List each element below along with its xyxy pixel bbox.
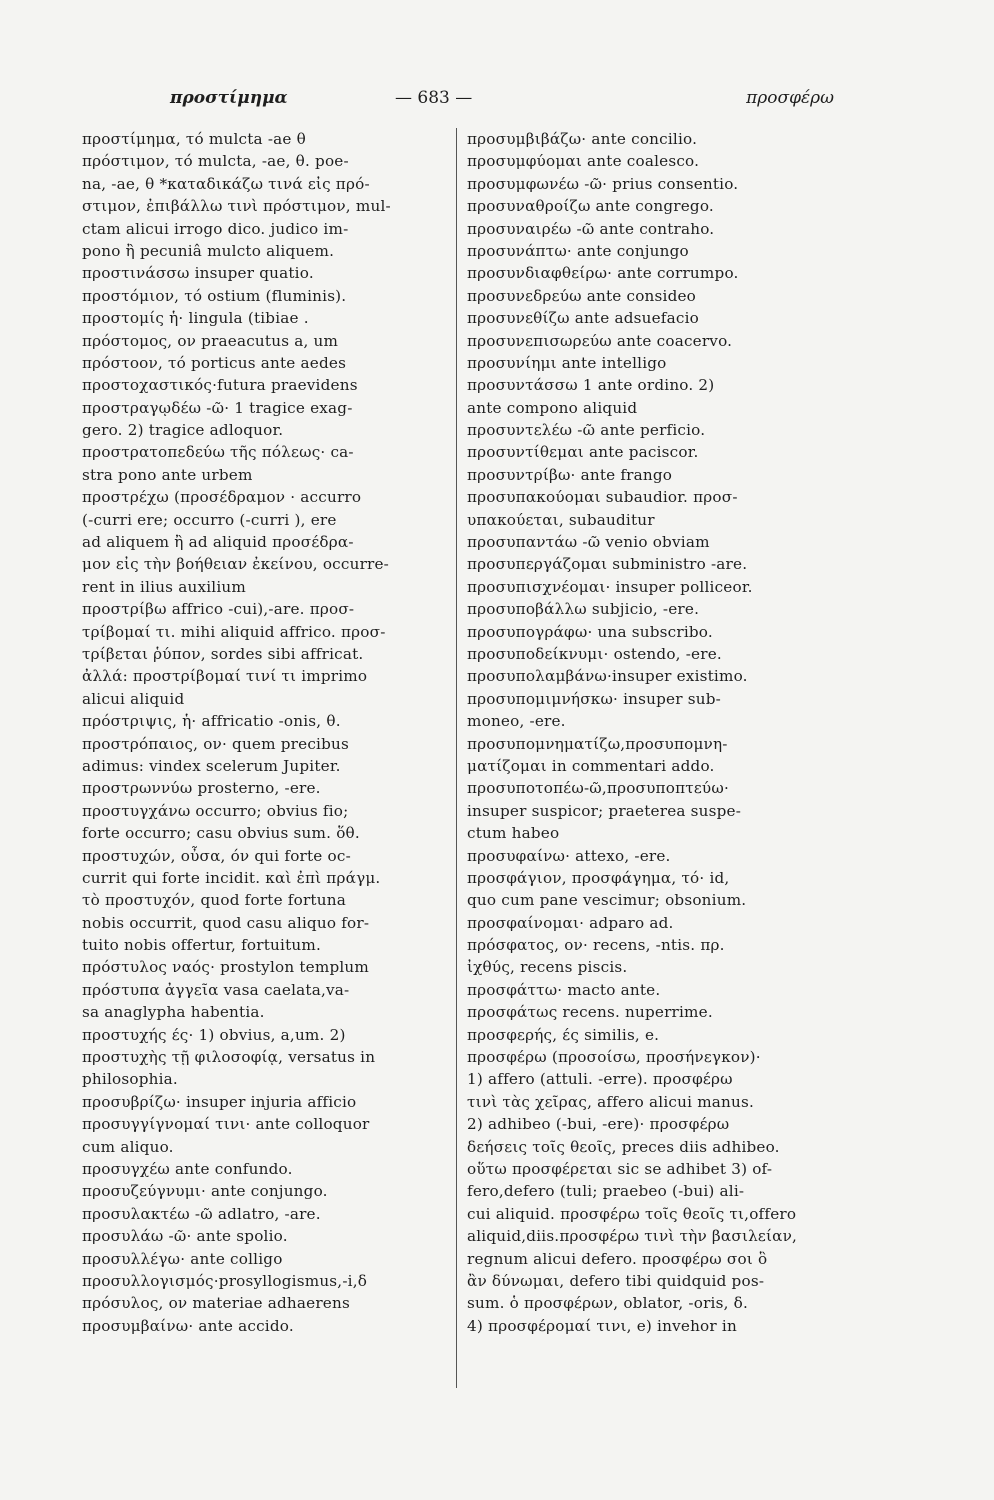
dictionary-line: ἀλλά: προστρίβομαί τινί τι imprimo bbox=[82, 667, 368, 686]
dictionary-line: προσυφαίνω· attexo, -ere. bbox=[467, 846, 671, 865]
dictionary-line: προσυπομνηματίζω,προσυπομνη- bbox=[467, 734, 728, 753]
dictionary-line: προστίμημα, τό mulcta -ae θ bbox=[82, 130, 306, 148]
dictionary-line: προστοχαστικός·futura praevidens bbox=[82, 376, 358, 395]
dictionary-line: ad aliquem ἢ ad aliquid προσέδρα- bbox=[82, 533, 354, 552]
dictionary-line: προσυλακτέω -ῶ adlatro, -are. bbox=[82, 1204, 321, 1223]
dictionary-line: προσυνεθίζω ante adsuefacio bbox=[467, 309, 699, 328]
dictionary-line: υπακούεται, subauditur bbox=[467, 510, 655, 529]
dictionary-line: pono ἢ pecuniâ mulcto aliquem. bbox=[82, 241, 335, 260]
dictionary-line: πρόστομος, ον praeacutus a, um bbox=[82, 331, 339, 350]
dictionary-line: adimus: vindex scelerum Jupiter. bbox=[82, 756, 341, 775]
dictionary-line: πρόστυλος ναός· prostylon templum bbox=[82, 958, 370, 977]
dictionary-line: πρόστιμον, τό mulcta, -ae, θ. poe- bbox=[82, 152, 349, 171]
dictionary-line: προσυπολαμβάνω·insuper existimo. bbox=[467, 667, 748, 686]
dictionary-line: τρίβομαί τι. mihi aliquid affrico. προσ- bbox=[82, 622, 386, 641]
dictionary-line: προσυγχέω ante confundo. bbox=[82, 1159, 293, 1178]
page-number: — 683 — bbox=[395, 88, 473, 108]
dictionary-line: ctum habeo bbox=[467, 824, 560, 843]
dictionary-line: insuper suspicor; praeterea suspe- bbox=[467, 801, 742, 820]
left-column bbox=[82, 128, 454, 1337]
dictionary-line: προστινάσσω insuper quatio. bbox=[82, 264, 314, 283]
dictionary-line: προσυμφωνέω -ῶ· prius consentio. bbox=[467, 174, 739, 193]
dictionary-line: στιμον, ἐπιβάλλω τινὶ πρόστιμον, mul- bbox=[82, 197, 391, 216]
dictionary-line: πρόσυλος, ον materiae adhaerens bbox=[82, 1294, 350, 1313]
dictionary-line: πρόστριψις, ἡ· affricatio -onis, θ. bbox=[82, 712, 341, 731]
dictionary-line: stra pono ante urbem bbox=[82, 465, 253, 484]
dictionary-line: προστυγχάνω occurro; obvius fio; bbox=[82, 801, 349, 820]
dictionary-line: προσυπακούομαι subaudior. προσ- bbox=[467, 488, 738, 507]
dictionary-line: προσφάττω· macto ante. bbox=[467, 980, 661, 999]
dictionary-line: προσφερής, ές similis, e. bbox=[467, 1025, 660, 1044]
dictionary-line: ἂν δύνωμαι, defero tibi quidquid pos- bbox=[467, 1271, 765, 1290]
dictionary-line: quo cum pane vescimur; obsonium. bbox=[467, 891, 747, 910]
dictionary-line: (-curri ere; occurro (-curri ), ere bbox=[82, 510, 337, 529]
dictionary-line: ante compono aliquid bbox=[467, 398, 638, 417]
dictionary-line: cum aliquo. bbox=[82, 1137, 174, 1156]
dictionary-line: προσυποβάλλω subjicio, -ere. bbox=[467, 600, 700, 619]
dictionary-line: τινὶ τὰς χεῖρας, affero alicui manus. bbox=[467, 1092, 755, 1111]
dictionary-line: gero. 2) tragice adloquor. bbox=[82, 421, 284, 440]
dictionary-line: πρόστυπα ἀγγεῖα vasa caelata,va- bbox=[82, 980, 350, 999]
dictionary-line: προσυνεδρεύω ante consideo bbox=[467, 286, 697, 305]
dictionary-line: δεήσεις τοῖς θεοῖς, preces diis adhibeo. bbox=[467, 1137, 780, 1156]
dictionary-line: προστρέχω (προσέδραμον · accurro bbox=[82, 488, 362, 507]
dictionary-line: προσυπογράφω· una subscribo. bbox=[467, 622, 713, 641]
dictionary-line: προσυγγίγνομαί τινι· ante colloquor bbox=[82, 1115, 370, 1134]
dictionary-line: προσυνδιαφθείρω· ante corrumpo. bbox=[467, 264, 739, 283]
dictionary-line: προσφαίνομαι· adparo ad. bbox=[467, 913, 674, 932]
dictionary-line: προσυντρίβω· ante frango bbox=[467, 465, 673, 484]
right-column bbox=[456, 128, 867, 1388]
dictionary-line: προστυχής ές· 1) obvius, a,um. 2) bbox=[82, 1025, 346, 1044]
dictionary-line: currit qui forte incidit. καὶ ἐπὶ πράγμ. bbox=[82, 868, 381, 887]
dictionary-line: προσυνεπισωρεύω ante coacervo. bbox=[467, 331, 733, 350]
dictionary-line: philosophia. bbox=[82, 1070, 178, 1089]
running-headword-left: προστίμημα bbox=[170, 88, 288, 108]
running-headword-right: προσφέρω bbox=[746, 88, 834, 108]
dictionary-line: προστομίς ἡ· lingula (tibiae . bbox=[82, 309, 309, 328]
dictionary-line: προστυχὴς τῇ φιλοσοφίᾳ, versatus in bbox=[82, 1048, 376, 1067]
dictionary-line: προστρόπαιος, ον· quem precibus bbox=[82, 734, 349, 753]
dictionary-line: προσυλλέγω· ante colligo bbox=[82, 1249, 283, 1268]
dictionary-line: forte occurro; casu obvius sum. ὅθ. bbox=[82, 824, 360, 843]
dictionary-line: aliquid,diis.προσφέρω τινὶ τὴν βασιλείαν, bbox=[467, 1227, 798, 1246]
dictionary-line: προσυνάπτω· ante conjungo bbox=[467, 241, 689, 260]
dictionary-line: προσυμβαίνω· ante accido. bbox=[82, 1316, 294, 1335]
dictionary-line: sa anaglypha habentia. bbox=[82, 1003, 265, 1022]
dictionary-line: rent in ilius auxilium bbox=[82, 577, 246, 596]
dictionary-line: 1) affero (attuli. -erre). προσφέρω bbox=[467, 1070, 733, 1089]
dictionary-line: ctam alicui irrogo dico. judico im- bbox=[82, 219, 349, 238]
dictionary-line: προσυπομιμνήσκω· insuper sub- bbox=[467, 689, 721, 708]
dictionary-line: προσυπισχνέομαι· insuper polliceor. bbox=[467, 577, 753, 596]
dictionary-line: πρόσφατος, ον· recens, -ntis. πρ. bbox=[467, 936, 725, 955]
dictionary-line: προσφάγιον, προσφάγημα, τό· id, bbox=[467, 868, 730, 887]
dictionary-line: προσυβρίζω· insuper injuria afficio bbox=[82, 1092, 357, 1111]
dictionary-line: nobis occurrit, quod casu aliquo for- bbox=[82, 913, 370, 932]
dictionary-line: προσυλάω -ῶ· ante spolio. bbox=[82, 1227, 288, 1246]
dictionary-line: moneo, -ere. bbox=[467, 712, 566, 731]
dictionary-line: προσφέρω (προσοίσω, προσήνεγκον)· bbox=[467, 1048, 761, 1067]
dictionary-line: προστρίβω affrico -cui),-are. προσ- bbox=[82, 600, 355, 619]
dictionary-line: na, -ae, θ *καταδικάζω τινά εἰς πρό- bbox=[82, 174, 370, 193]
dictionary-line: 2) adhibeo (-bui, -ere)· προσφέρω bbox=[467, 1115, 730, 1134]
dictionary-line: προσυντελέω -ῶ ante perficio. bbox=[467, 421, 706, 440]
dictionary-line: προσυζεύγνυμι· ante conjungo. bbox=[82, 1182, 328, 1201]
dictionary-line: προσυπεργάζομαι subministro -are. bbox=[467, 555, 748, 574]
page-header bbox=[140, 88, 852, 118]
dictionary-line: cui aliquid. προσφέρω τοῖς θεοῖς τι,offero bbox=[467, 1204, 797, 1223]
dictionary-line: προστρωννύω prosterno, -ere. bbox=[82, 779, 321, 798]
dictionary-line: προσυνίημι ante intelligo bbox=[467, 353, 667, 372]
dictionary-line: tuito nobis offertur, fortuitum. bbox=[82, 936, 321, 955]
dictionary-line: προσυντάσσω 1 ante ordino. 2) bbox=[467, 376, 715, 395]
dictionary-line: προσυμβιβάζω· ante concilio. bbox=[467, 130, 698, 148]
dictionary-line: ματίζομαι in commentari addo. bbox=[467, 756, 715, 775]
dictionary-line: προσυλλογισμός·prosyllogismus,-i,δ bbox=[82, 1271, 368, 1290]
dictionary-line: προστραγῳδέω -ῶ· 1 tragice exag- bbox=[82, 398, 353, 417]
dictionary-line: οὕτω προσφέρεται sic se adhibet 3) of- bbox=[467, 1159, 773, 1178]
dictionary-line: προσυντίθεμαι ante paciscor. bbox=[467, 443, 699, 462]
dictionary-line: regnum alicui defero. προσφέρω σοι ὃ bbox=[467, 1249, 768, 1268]
dictionary-line: 4) προσφέρομαί τινι, e) invehor in bbox=[467, 1316, 737, 1335]
dictionary-line: τρίβεται ῥύπον, sordes sibi affricat. bbox=[82, 644, 364, 663]
dictionary-line: προσυναθροίζω ante congrego. bbox=[467, 197, 714, 216]
dictionary-line: τὸ προστυχόν, quod forte fortuna bbox=[82, 891, 346, 910]
dictionary-line: προστρατοπεδεύω τῆς πόλεως· ca- bbox=[82, 443, 354, 462]
dictionary-line: μον εἰς τὴν βοήθειαν ἐκείνου, occurre- bbox=[82, 555, 390, 574]
dictionary-line: προστόμιον, τό ostium (fluminis). bbox=[82, 286, 347, 305]
dictionary-line: προσφάτως recens. nuperrime. bbox=[467, 1003, 713, 1022]
dictionary-line: προστυχών, οὖσα, όν qui forte oc- bbox=[82, 846, 351, 865]
dictionary-line: προσυμφύομαι ante coalesco. bbox=[467, 152, 700, 171]
dictionary-line: πρόστοον, τό porticus ante aedes bbox=[82, 353, 347, 372]
dictionary-line: fero,defero (tuli; praebeo (-bui) ali- bbox=[467, 1182, 745, 1201]
dictionary-line: προσυποτοπέω-ῶ,προσυποπτεύω· bbox=[467, 779, 729, 798]
dictionary-line: alicui aliquid bbox=[82, 689, 185, 708]
dictionary-line: προσυποδείκνυμι· ostendo, -ere. bbox=[467, 644, 722, 663]
dictionary-line: προσυναιρέω -ῶ ante contraho. bbox=[467, 219, 715, 238]
dictionary-line: ἰχθύς, recens piscis. bbox=[467, 958, 628, 977]
dictionary-line: προσυπαντάω -ῶ venio obviam bbox=[467, 533, 710, 552]
dictionary-line: sum. ὁ προσφέρων, oblator, -oris, δ. bbox=[467, 1294, 749, 1313]
